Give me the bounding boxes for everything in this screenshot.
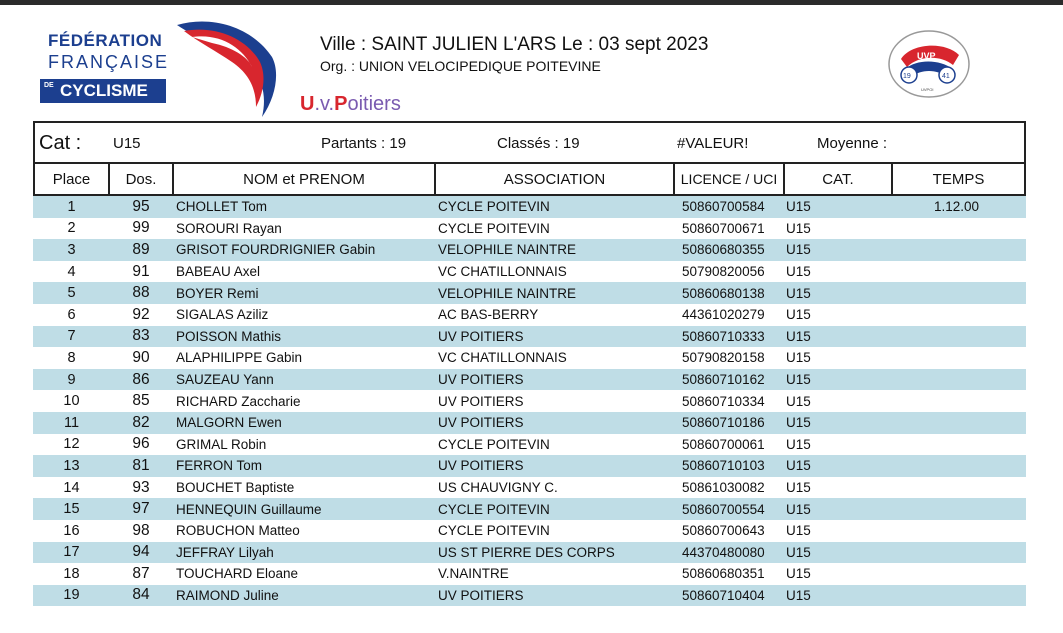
cell-licence: 50861030082 xyxy=(682,480,765,496)
cell-name: BOUCHET Baptiste xyxy=(176,480,295,496)
club-logo-year-left: 19 xyxy=(903,73,911,80)
partants-count: Partants : 19 xyxy=(321,135,407,152)
cell-association: US CHAUVIGNY C. xyxy=(438,480,558,496)
cell-place: 2 xyxy=(67,220,76,237)
event-organizer: Org. : UNION VELOCIPEDIQUE POITEVINE xyxy=(320,58,601,74)
cell-name: FERRON Tom xyxy=(176,458,263,474)
cell-licence: 44361020279 xyxy=(682,307,765,323)
header-place: Place xyxy=(35,164,110,194)
cell-name: TOUCHARD Eloane xyxy=(176,566,299,582)
cell-dos: 83 xyxy=(132,327,150,345)
club-logo-year-right: 41 xyxy=(942,73,950,80)
cell-cat: U15 xyxy=(786,544,811,560)
cell-cat: U15 xyxy=(786,587,811,603)
category-label: Cat : xyxy=(39,132,82,154)
table-row xyxy=(33,585,1026,607)
cell-place: 11 xyxy=(63,414,80,431)
cell-licence: 50860710103 xyxy=(682,458,765,474)
table-body xyxy=(33,196,1026,606)
cell-licence: 50860700554 xyxy=(682,501,765,517)
cell-cat: U15 xyxy=(786,436,811,452)
cell-dos: 84 xyxy=(132,586,150,604)
ffc-logo-de: DE xyxy=(44,82,54,89)
cell-place: 18 xyxy=(63,565,80,582)
uv-poitiers-logo xyxy=(300,93,401,116)
cell-cat: U15 xyxy=(786,480,811,496)
header-licence: LICENCE / UCI xyxy=(675,164,785,194)
cell-name: SOROURI Rayan xyxy=(176,220,282,236)
cell-place: 3 xyxy=(67,241,76,258)
cell-place: 8 xyxy=(67,349,76,366)
cell-association: AC BAS-BERRY xyxy=(438,307,539,323)
cell-association: V.NAINTRE xyxy=(438,566,509,582)
cell-association: UV POITIERS xyxy=(438,458,524,474)
cell-association: VC CHATILLONNAIS xyxy=(438,264,567,280)
cell-licence: 50860680355 xyxy=(682,242,765,258)
table-row xyxy=(33,326,1026,348)
table-row xyxy=(33,196,1026,218)
cell-cat: U15 xyxy=(786,199,811,215)
table-row xyxy=(33,218,1026,240)
table-row xyxy=(33,369,1026,391)
table-row xyxy=(33,239,1026,261)
cell-association: CYCLE POITEVIN xyxy=(438,501,550,517)
cell-cat: U15 xyxy=(786,523,811,539)
results-sheet xyxy=(0,5,1063,633)
cell-licence: 50860700671 xyxy=(682,220,765,236)
cell-place: 5 xyxy=(67,285,76,302)
header-cat: CAT. xyxy=(785,164,893,194)
club-logo-icon xyxy=(887,29,971,99)
cell-dos: 87 xyxy=(132,564,150,582)
table-row xyxy=(33,455,1026,477)
cell-dos: 96 xyxy=(132,435,150,453)
cell-cat: U15 xyxy=(786,350,811,366)
cell-dos: 82 xyxy=(132,413,150,431)
category-value: U15 xyxy=(113,135,141,152)
cell-name: MALGORN Ewen xyxy=(176,415,282,431)
uv-poitiers-logo-text: U.v.Poitiers xyxy=(300,93,401,115)
cell-place: 6 xyxy=(67,306,76,323)
cell-place: 10 xyxy=(63,393,80,410)
cell-dos: 99 xyxy=(132,219,150,237)
ffc-logo-bar xyxy=(40,79,166,103)
cell-name: JEFFRAY Lilyah xyxy=(176,544,274,560)
cell-licence: 50860710333 xyxy=(682,328,765,344)
cell-dos: 94 xyxy=(132,543,150,561)
cell-place: 12 xyxy=(63,436,80,453)
header-name: NOM et PRENOM xyxy=(174,164,436,194)
cell-association: UV POITIERS xyxy=(438,328,524,344)
cell-name: SAUZEAU Yann xyxy=(176,372,274,388)
ffc-logo-line3: CYCLISME xyxy=(60,81,148,100)
cell-place: 19 xyxy=(63,587,80,604)
cell-place: 16 xyxy=(63,522,80,539)
header-association: ASSOCIATION xyxy=(436,164,675,194)
cell-cat: U15 xyxy=(786,220,811,236)
cell-name: SIGALAS Aziliz xyxy=(176,307,269,323)
cell-dos: 92 xyxy=(132,305,150,323)
table-row xyxy=(33,304,1026,326)
cell-cat: U15 xyxy=(786,458,811,474)
cell-cat: U15 xyxy=(786,393,811,409)
club-logo-small: UVPOI xyxy=(921,87,934,92)
cell-cat: U15 xyxy=(786,372,811,388)
table-row xyxy=(33,477,1026,499)
cell-licence: 50860700643 xyxy=(682,523,765,539)
cell-cat: U15 xyxy=(786,328,811,344)
cell-name: HENNEQUIN Guillaume xyxy=(176,501,322,517)
ffc-logo xyxy=(40,17,280,119)
valeur-error: #VALEUR! xyxy=(677,135,749,152)
cell-name: CHOLLET Tom xyxy=(176,199,268,215)
cell-name: RICHARD Zaccharie xyxy=(176,393,301,409)
cell-licence: 50860710404 xyxy=(682,587,765,603)
results-table xyxy=(33,121,1026,606)
event-city-date: Ville : SAINT JULIEN L'ARS Le : 03 sept 2023 xyxy=(320,34,709,55)
cell-cat: U15 xyxy=(786,566,811,582)
club-logo-text: UVP xyxy=(917,51,936,61)
cell-place: 15 xyxy=(63,501,80,518)
cell-association: VC CHATILLONNAIS xyxy=(438,350,567,366)
cell-licence: 50790820056 xyxy=(682,264,765,280)
cell-licence: 50860710162 xyxy=(682,372,765,388)
cell-name: ROBUCHON Matteo xyxy=(176,523,300,539)
cell-dos: 93 xyxy=(132,478,150,496)
header-time: TEMPS xyxy=(932,170,985,188)
cell-time: 1.12.00 xyxy=(933,199,980,215)
cell-association: UV POITIERS xyxy=(438,393,524,409)
cell-name: BABEAU Axel xyxy=(176,264,261,280)
table-row xyxy=(33,498,1026,520)
table-row xyxy=(33,563,1026,585)
cell-name: RAIMOND Juline xyxy=(176,587,279,603)
ffc-logo-line2: FRANÇAISE xyxy=(48,52,170,72)
cell-licence: 50860700584 xyxy=(682,199,765,215)
cell-association: CYCLE POITEVIN xyxy=(438,220,550,236)
cell-cat: U15 xyxy=(786,285,811,301)
moyenne-label: Moyenne : xyxy=(817,135,888,152)
ffc-logo-line1: FÉDÉRATION xyxy=(48,31,163,50)
cell-association: UV POITIERS xyxy=(438,415,524,431)
table-row xyxy=(33,347,1026,369)
cell-licence: 44370480080 xyxy=(682,544,765,560)
table-row xyxy=(33,542,1026,564)
cell-association: VELOPHILE NAINTRE xyxy=(438,242,577,258)
cell-name: POISSON Mathis xyxy=(176,328,282,344)
cell-licence: 50860710334 xyxy=(682,393,765,409)
cell-name: ALAPHILIPPE Gabin xyxy=(176,350,303,366)
table-header xyxy=(33,164,1026,196)
cell-name: GRISOT FOURDRIGNIER Gabin xyxy=(176,242,376,258)
table-row xyxy=(33,261,1026,283)
cell-association: CYCLE POITEVIN xyxy=(438,523,550,539)
cell-licence: 50790820158 xyxy=(682,350,765,366)
cell-association: UV POITIERS xyxy=(438,372,524,388)
cell-place: 14 xyxy=(63,479,80,496)
cell-place: 17 xyxy=(63,544,80,561)
cell-dos: 89 xyxy=(132,240,150,258)
cell-dos: 85 xyxy=(132,392,150,410)
table-row xyxy=(33,520,1026,542)
cell-dos: 86 xyxy=(132,370,150,388)
cell-licence: 50860710186 xyxy=(682,415,765,431)
cell-name: GRIMAL Robin xyxy=(176,436,267,452)
cell-place: 9 xyxy=(67,371,76,388)
cell-name: BOYER Remi xyxy=(176,285,259,301)
cell-place: 1 xyxy=(67,198,76,215)
cell-licence: 50860680351 xyxy=(682,566,765,582)
table-row xyxy=(33,390,1026,412)
cell-cat: U15 xyxy=(786,242,811,258)
cell-licence: 50860680138 xyxy=(682,285,765,301)
cell-dos: 98 xyxy=(132,521,150,539)
cell-cat: U15 xyxy=(786,264,811,280)
table-row xyxy=(33,282,1026,304)
cell-cat: U15 xyxy=(786,307,811,323)
cell-place: 13 xyxy=(63,457,80,474)
cell-dos: 97 xyxy=(132,500,150,518)
cell-association: VELOPHILE NAINTRE xyxy=(438,285,577,301)
cell-cat: U15 xyxy=(786,415,811,431)
header-dos: Dos. xyxy=(110,164,174,194)
cell-dos: 90 xyxy=(132,348,150,366)
cell-association: CYCLE POITEVIN xyxy=(438,199,550,215)
cell-dos: 81 xyxy=(132,456,150,474)
cell-association: CYCLE POITEVIN xyxy=(438,436,550,452)
table-row xyxy=(33,412,1026,434)
cell-association: UV POITIERS xyxy=(438,587,524,603)
table-row xyxy=(33,434,1026,456)
cell-dos: 95 xyxy=(132,197,150,215)
cell-licence: 50860700061 xyxy=(682,436,765,452)
classes-count: Classés : 19 xyxy=(497,135,580,152)
cell-cat: U15 xyxy=(786,501,811,517)
cell-dos: 91 xyxy=(132,262,150,280)
cell-place: 7 xyxy=(67,328,76,345)
ffc-swoosh-icon xyxy=(172,17,282,119)
cell-association: US ST PIERRE DES CORPS xyxy=(438,544,615,560)
cell-place: 4 xyxy=(67,263,76,280)
cell-dos: 88 xyxy=(132,284,150,302)
category-summary-bar xyxy=(33,121,1026,164)
